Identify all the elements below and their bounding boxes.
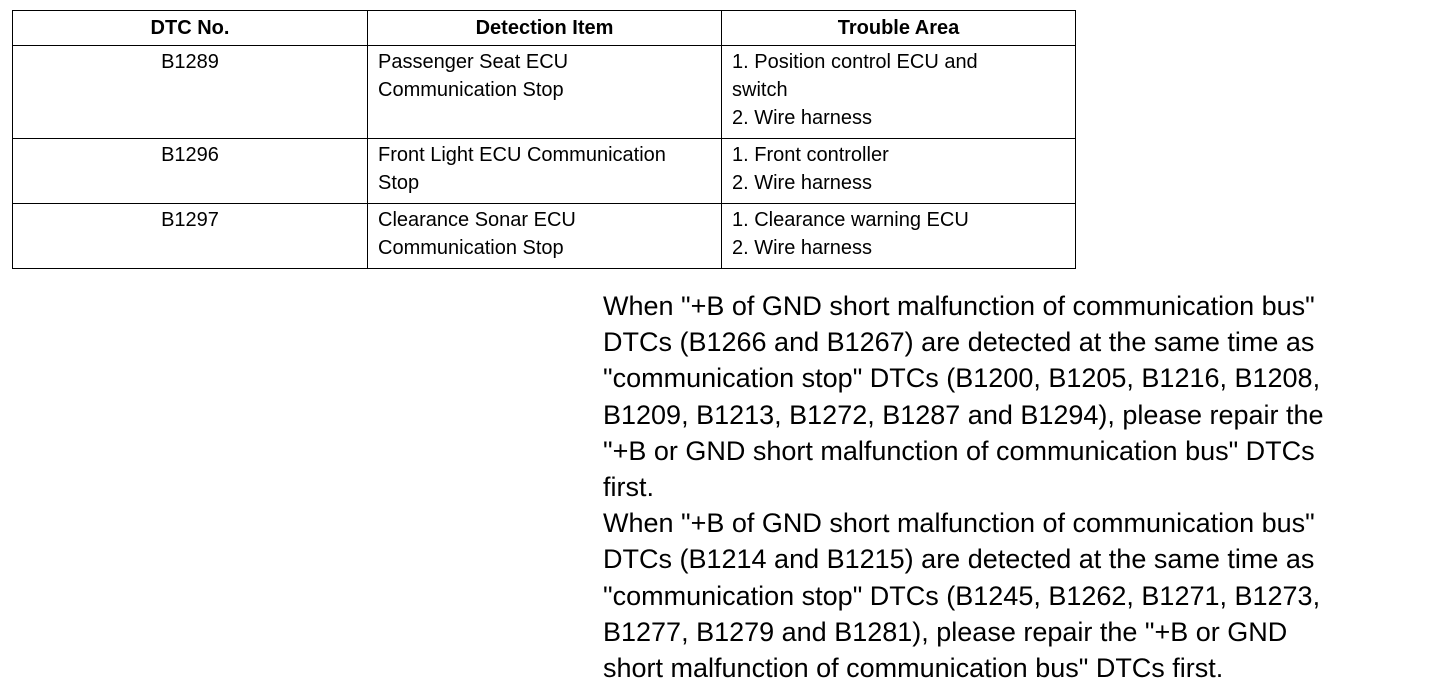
table-row [13,204,1076,269]
detection-item-cell [368,46,722,139]
trouble-area-line: 2. Wire harness [732,107,873,129]
header-trouble-area: Trouble Area [722,11,1076,46]
dtc-code-cell [13,204,368,269]
trouble-area-line: 1. Position control ECU and [732,51,978,73]
dtc-code: B1296 [161,144,219,166]
note-line: first. [603,472,654,503]
trouble-area-line: switch [732,79,788,101]
trouble-area-cell [722,204,1076,269]
note-line: When "+B of GND short malfunction of communication bus" [603,291,1315,321]
trouble-area-cell [722,46,1076,139]
note-line: When "+B of GND short malfunction of communication bus" [603,508,1315,539]
detection-item-line: Communication Stop [378,237,564,259]
trouble-area-line: 2. Wire harness [732,237,873,259]
header-dtc-no: DTC No. [13,11,368,46]
note-paragraph [603,288,1433,505]
table-row [13,46,1076,139]
detection-item-line: Communication Stop [378,79,564,101]
header-detection-item: Detection Item [368,11,722,46]
dtc-table [12,10,1076,269]
note-line: "communication stop" DTCs (B1245, B1262, B1271, B1273, [603,580,1321,611]
trouble-area-line: 1. Front controller [732,144,889,166]
note-line: short malfunction of communication bus" DTCs first. [603,653,1224,684]
dtc-code: B1297 [161,209,219,231]
note-paragraph [603,505,1433,686]
trouble-area-line: 1. Clearance warning ECU [732,209,969,231]
detection-item-line: Stop [378,172,420,194]
table-header-row [13,11,1076,46]
note-line: B1209, B1213, B1272, B1287 and B1294), please repair the [603,399,1324,430]
note-line: B1277, B1279 and B1281), please repair the "+B or GND [603,616,1288,647]
trouble-area-line: 2. Wire harness [732,172,873,194]
table-row [13,139,1076,204]
dtc-code: B1289 [161,51,219,73]
notes-block [603,288,1433,686]
detection-item-line: Passenger Seat ECU [378,51,569,73]
trouble-area-cell [722,139,1076,204]
note-line: DTCs (B1214 and B1215) are detected at the same time as [603,544,1315,575]
dtc-code-cell [13,139,368,204]
detection-item-cell [368,204,722,269]
dtc-code-cell [13,46,368,139]
note-line: DTCs (B1266 and B1267) are detected at the same time as [603,327,1315,358]
note-line: "+B or GND short malfunction of communication bus" DTCs [603,435,1315,466]
detection-item-line: Clearance Sonar ECU [378,209,576,231]
note-line: "communication stop" DTCs (B1200, B1205, B1216, B1208, [603,363,1321,394]
detection-item-cell [368,139,722,204]
detection-item-line: Front Light ECU Communication [378,144,666,166]
